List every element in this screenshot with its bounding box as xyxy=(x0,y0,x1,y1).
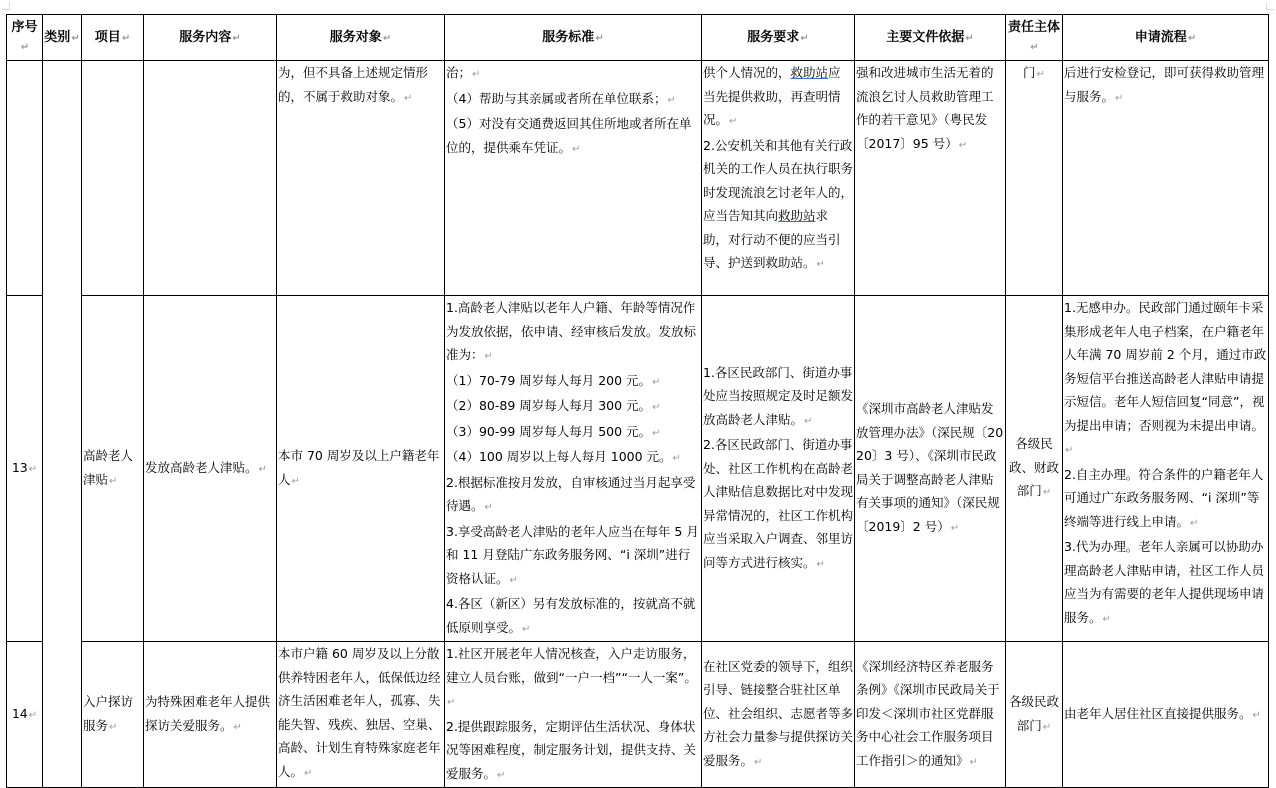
cell-category-merged xyxy=(43,61,82,788)
table-corner-marker-left xyxy=(2,2,10,10)
cell-content xyxy=(144,61,277,296)
header-category: 类别↵ xyxy=(43,15,82,61)
cell-standard xyxy=(445,642,702,788)
table-row-13 xyxy=(7,296,1269,642)
standard-line: 2.根据标准按月发放，自审核通过当月起享受待遇。↵ xyxy=(446,474,696,513)
cell-item: 入户探访服务↵ xyxy=(82,642,144,788)
cell-standard xyxy=(445,296,702,642)
cell-responsible: 各级民政、财政部门↵ xyxy=(1006,296,1063,642)
cell-process: 由老年人居住社区直接提供服务。↵ xyxy=(1063,642,1269,788)
standard-line: （1）70-79 周岁每人每月 200 元。↵ xyxy=(446,372,661,388)
cell-requirement xyxy=(702,296,855,642)
header-content: 服务内容↵ xyxy=(144,15,277,61)
standard-line: （3）90-99 周岁每人每月 500 元。↵ xyxy=(446,423,661,439)
cell-content: 为特殊困难老年人提供探访关爱服务。↵ xyxy=(144,642,277,788)
cell-responsible: 门↵ xyxy=(1006,61,1063,296)
cell-no: 14↵ xyxy=(7,642,43,788)
process-line: 2.自主办理。符合条件的户籍老年人可通过广东政务服务网、“i 深圳”等终端等进行线上申请。↵ xyxy=(1064,466,1264,529)
cell-basis: 《深圳经济特区养老服务条例》《深圳市民政局关于印发＜深圳市社区党群服务中心社会工作服务项目工作指引＞的通知》↵ xyxy=(855,642,1006,788)
cell-target: 为，但不具备上述规定情形的，不属于救助对象。↵ xyxy=(277,61,445,296)
standard-line: 治；↵ xyxy=(446,65,481,80)
header-row xyxy=(7,15,1269,61)
standard-line: （5）对没有交通费返回其住所地或者所在单位的，提供乘车凭证。↵ xyxy=(446,116,692,155)
requirement-line: 2.公安机关和其他有关行政机关的工作人员在执行职务时发现流浪乞讨老年人的，应当告知其向救助站求助，对行动不便的应当引导、护送到救助站。↵ xyxy=(703,137,854,270)
standard-line: 1.高龄老人津贴以老年人户籍、年龄等情况作为发放依据，依申请、经审核后发放。发放标准为：↵ xyxy=(446,300,697,362)
cell-standard xyxy=(445,61,702,296)
cell-basis: 《深圳市高龄老人津贴发放管理办法》（深民规〔2020〕3 号）、《深圳市民政局关于调整高龄老人津贴有关事项的通知》（深民规〔2019〕2 号）↵ xyxy=(855,296,1006,642)
process-line: 1.无感申办。民政部门通过颐年卡采集形成老年人电子档案，在户籍老年人年满 70 周岁前 2 个月，通过市政务短信平台推送高龄老人津贴申请提示短信。老年人短信回复“同意”，视为提出申请；否则视为未提出申请。↵ xyxy=(1064,300,1267,456)
cell-no: 13↵ xyxy=(7,296,43,642)
cell-content: 发放高龄老人津贴。↵ xyxy=(144,296,277,642)
requirement-line: 供个人情况的，救助站应当先提供救助，再查明情况。↵ xyxy=(703,65,841,127)
standard-line: （4）100 周岁以上每人每月 1000 元。↵ xyxy=(446,449,681,464)
cell-target: 本市户籍 60 周岁及以上分散供养特困老年人，低保低边经济生活困难老年人，孤寡、失能失智、残疾、独居、空巢、高龄、计划生育特殊家庭老年人。↵ xyxy=(277,642,445,788)
header-responsible: 责任主体↵ xyxy=(1006,15,1063,61)
header-no: 序号↵ xyxy=(7,15,43,61)
cell-item: 高龄老人津贴↵ xyxy=(82,296,144,642)
standard-line: （2）80-89 周岁每人每月 300 元。↵ xyxy=(446,398,661,413)
cell-item xyxy=(82,61,144,296)
process-line: 3.代为办理。老年人亲属可以协助办理高龄老人津贴申请，社区工作人员应当为有需要的老年人提供现场申请服务。↵ xyxy=(1064,539,1265,625)
cell-requirement xyxy=(702,61,855,296)
table-row-14 xyxy=(7,642,1269,788)
standard-line: （4）帮助与其亲属或者所在单位联系；↵ xyxy=(446,90,676,106)
header-process: 申请流程↵ xyxy=(1063,15,1269,61)
cell-requirement: 在社区党委的领导下，组织引导、链接整合驻社区单位、社会组织、志愿者等多方社会力量参与提供探访关爱服务。↵ xyxy=(702,642,855,788)
cell-no xyxy=(7,61,43,296)
standard-line: 3.享受高龄老人津贴的老年人应当在每年 5 月和 11 月登陆广东政务服务网、“i 深圳”进行资格认证。↵ xyxy=(446,523,699,586)
elderly-services-table xyxy=(6,14,1269,788)
cell-basis: 强和改进城市生活无着的流浪乞讨人员救助管理工作的若干意见》（粤民发〔2017〕95 号）↵ xyxy=(855,61,1006,296)
table-row-continued xyxy=(7,61,1269,296)
header-item: 项目↵ xyxy=(82,15,144,61)
requirement-line: 2.各区民政部门、街道办事处、社区工作机构在高龄老人津贴信息数据比对中发现异常情况的，社区工作机构应当采取入户调查、邻里访问等方式进行核实。↵ xyxy=(703,437,854,570)
standard-line: 2.提供跟踪服务，定期评估生活状况、身体状况等困难程度，制定服务计划，提供支持、关爱服务。↵ xyxy=(446,718,697,781)
header-basis: 主要文件依据↵ xyxy=(855,15,1006,61)
standard-line: 4.各区（新区）另有发放标准的，按就高不就低原则享受。↵ xyxy=(446,596,696,635)
header-standard: 服务标准↵ xyxy=(445,15,702,61)
cell-process: 后进行安检登记，即可获得救助管理与服务。↵ xyxy=(1063,61,1269,296)
standard-line: 1.社区开展老年人情况核查，入户走访服务，建立人员台账，做到“一户一档”“一人一案”。↵ xyxy=(446,646,697,708)
cell-target: 本市 70 周岁及以上户籍老年人↵ xyxy=(277,296,445,642)
cell-process xyxy=(1063,296,1269,642)
header-target: 服务对象↵ xyxy=(277,15,445,61)
table-corner-marker-right xyxy=(1266,2,1274,10)
requirement-line: 1.各区民政部门、街道办事处应当按照规定及时足额发放高龄老人津贴。↵ xyxy=(703,364,854,427)
cell-responsible: 各级民政部门↵ xyxy=(1006,642,1063,788)
header-requirement: 服务要求↵ xyxy=(702,15,855,61)
